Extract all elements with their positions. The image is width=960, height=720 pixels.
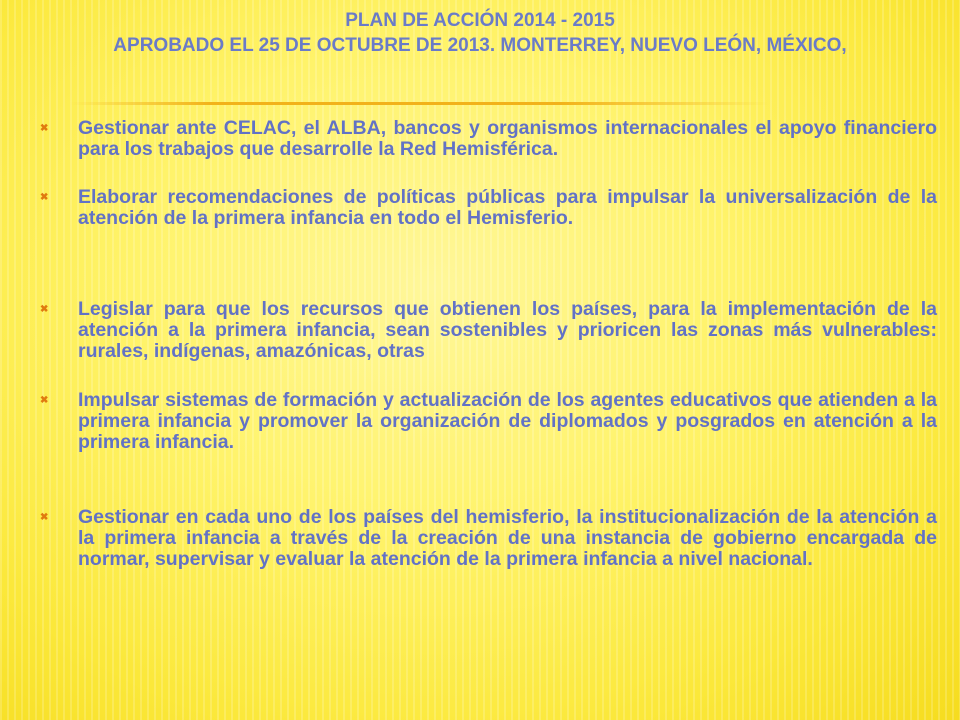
x-mark-icon: ✖	[40, 304, 49, 315]
list-item	[40, 299, 937, 362]
bullet-text: Legislar para que los recursos que obtienen los países, para la implementación de la atención a la primera infancia, sean sostenibles y prioricen las zonas más vulnerables: rurales, indígenas, amazónicas, otras	[78, 298, 937, 362]
title-line-1: PLAN DE ACCIÓN 2014 - 2015	[345, 10, 615, 31]
list-item	[40, 507, 937, 570]
list-item	[40, 187, 937, 229]
x-mark-icon: ✖	[40, 512, 49, 523]
x-mark-icon: ✖	[40, 123, 49, 134]
x-mark-icon: ✖	[40, 192, 49, 203]
bullet-text: Gestionar ante CELAC, el ALBA, bancos y organismos internacionales el apoyo financiero para los trabajos que desarrolle la Red Hemisférica.	[78, 117, 937, 160]
list-item	[40, 118, 937, 160]
bullet-text: Impulsar sistemas de formación y actualización de los agentes educativos que atienden a la primera infancia y promover la organización de diplomados y posgrados en atención a la primera infancia.	[78, 389, 937, 453]
bullet-text: Elaborar recomendaciones de políticas públicas para impulsar la universalización de la atención de la primera infancia en todo el Hemisferio.	[78, 186, 937, 229]
title-line-2: APROBADO EL 25 DE OCTUBRE DE 2013. MONTERREY, NUEVO LEÓN, MÉXICO,	[113, 35, 847, 56]
x-mark-icon: ✖	[40, 395, 49, 406]
list-item	[40, 390, 937, 453]
bullet-text: Gestionar en cada uno de los países del hemisferio, la institucionalización de la atención a la primera infancia a través de la creación de una instancia de gobierno encargada de normar, supervisar y evaluar la atención de la primera infancia a nivel nacional.	[78, 506, 937, 570]
